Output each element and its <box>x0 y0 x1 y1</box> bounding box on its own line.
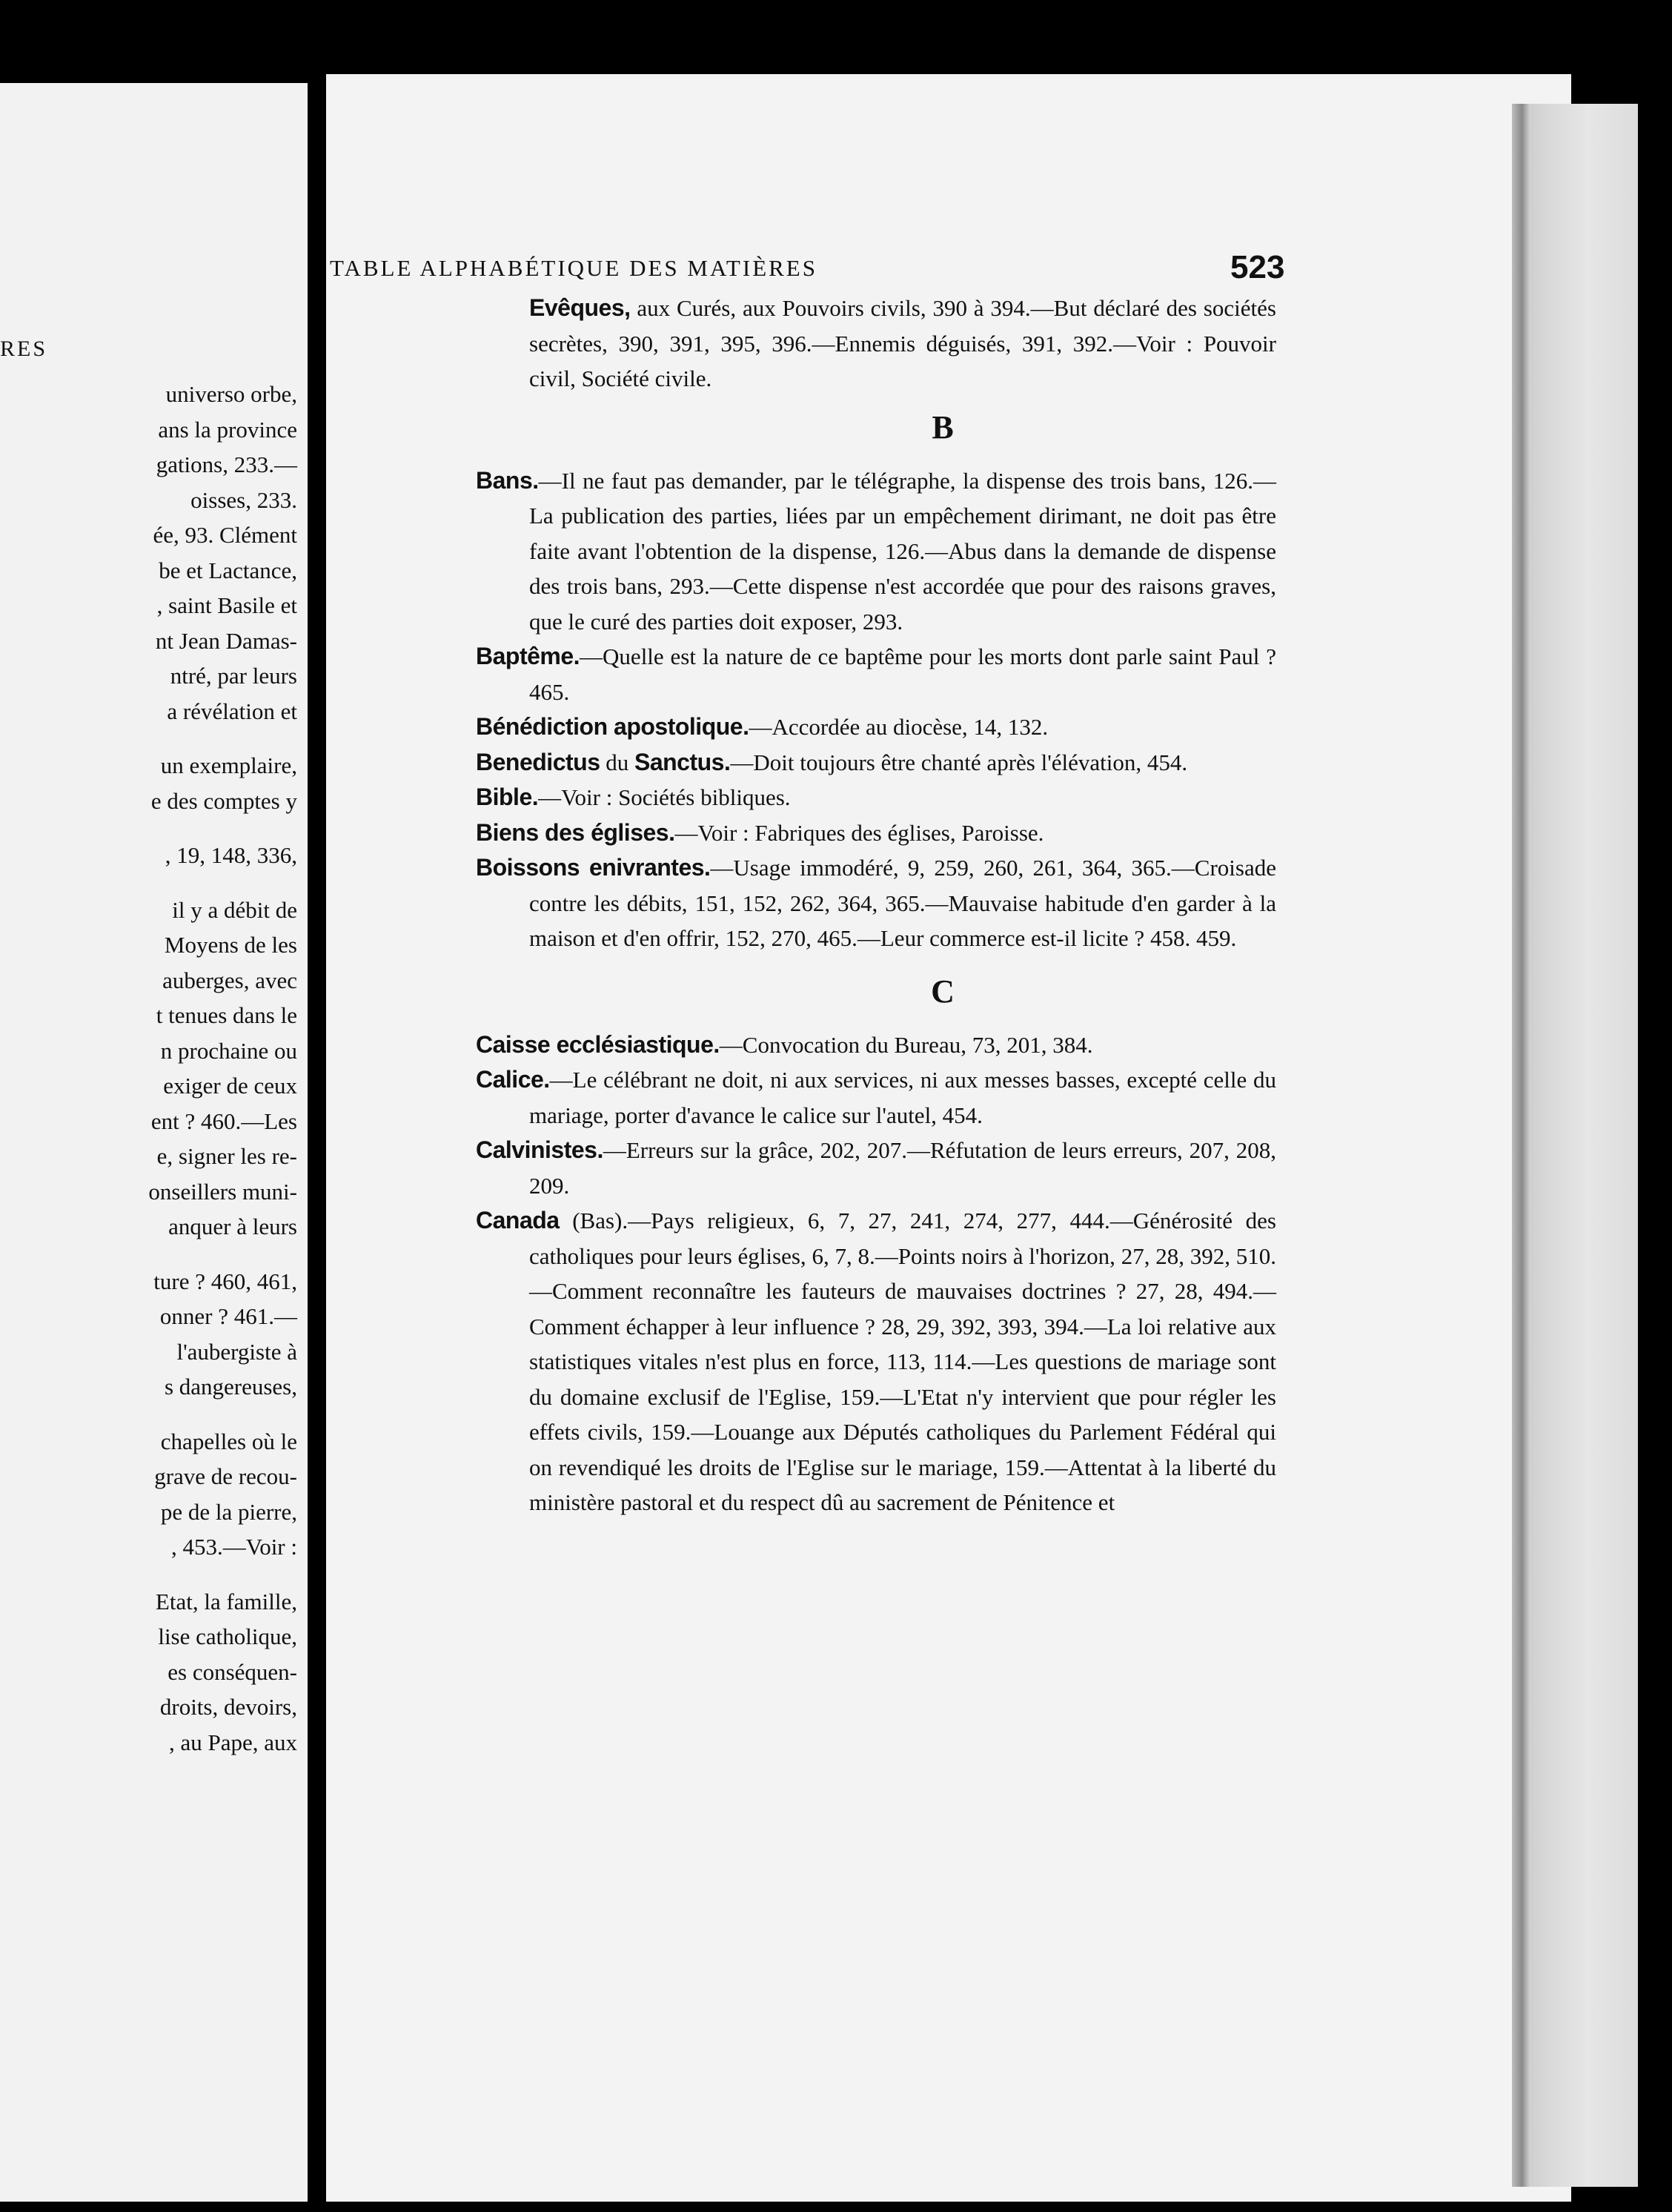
left-page-line: l'aubergiste à <box>176 1338 297 1365</box>
left-page-line: es conséquen- <box>167 1658 297 1685</box>
left-page-line: onseillers muni- <box>148 1178 297 1205</box>
left-page-line: nt Jean Damas- <box>155 627 297 654</box>
left-page-line: ent ? 460.—Les <box>150 1107 297 1134</box>
left-page-line: , 453.—Voir : <box>171 1534 297 1560</box>
left-page-line: , saint Basile et <box>156 592 297 618</box>
left-page-line: , au Pape, aux <box>168 1729 297 1755</box>
left-page-line <box>148 1245 297 1264</box>
page-number: 523 <box>1230 249 1285 285</box>
left-page-line: s dangereuses, <box>164 1374 297 1400</box>
entry-text: —Doit toujours être chanté après l'élévation, 454. <box>730 749 1188 775</box>
left-page-line: auberges, avec <box>162 967 297 993</box>
left-facing-page <box>0 83 308 2202</box>
left-page-line <box>148 1405 297 1424</box>
entry-term: Calice. <box>476 1066 550 1093</box>
entry-text: —Quelle est la nature de ce baptême pour les morts dont parle saint Paul ? 465. <box>529 643 1276 705</box>
entry-text: —Accordée au diocèse, 14, 132. <box>749 714 1049 740</box>
entry-text: —Convocation du Bureau, 73, 201, 384. <box>719 1031 1093 1058</box>
running-title: TABLE ALPHABÉTIQUE DES MATIÈRES <box>330 255 817 281</box>
left-page-line: chapelles où le <box>160 1428 297 1454</box>
left-page-line: gations, 233.— <box>156 451 297 477</box>
continuation-entry <box>476 291 1276 397</box>
left-page-line: onner ? 461.— <box>159 1303 297 1329</box>
entry-term: Bans. <box>476 466 539 494</box>
left-page-line: ée, 93. Clément <box>153 522 297 548</box>
left-page-line: ture ? 460, 461, <box>153 1268 297 1294</box>
entry-term: Sanctus. <box>634 748 731 775</box>
entry-text: —Erreurs sur la grâce, 202, 207.—Réfutation de leurs erreurs, 207, 208, 209. <box>529 1137 1276 1199</box>
left-page-line: pe de la pierre, <box>160 1498 297 1525</box>
entry-term: Boissons enivrantes. <box>476 854 711 881</box>
left-page-line: e, signer les re- <box>156 1143 297 1169</box>
left-page-line: ntré, par leurs <box>170 663 297 689</box>
left-page-text <box>148 377 297 1760</box>
entry-term: Canada <box>476 1207 560 1234</box>
index-entry <box>476 709 1276 745</box>
left-page-line: ans la province <box>158 416 297 443</box>
left-page-line: droits, devoirs, <box>159 1694 297 1720</box>
entry-term: Bible. <box>476 784 539 810</box>
left-page-line: Moyens de les <box>164 932 297 958</box>
left-page-line <box>148 873 297 893</box>
entry-term: Benedictus <box>476 748 600 775</box>
left-page-line: oisses, 233. <box>190 486 297 513</box>
index-entry <box>476 780 1276 815</box>
left-page-line <box>148 818 297 838</box>
left-page-line: lise catholique, <box>158 1623 297 1649</box>
left-page-line: e des comptes y <box>150 787 297 814</box>
entry-term: Calvinistes. <box>476 1136 603 1163</box>
index-entry <box>476 815 1276 851</box>
entry-connector: du <box>600 749 634 775</box>
index-entry <box>476 1062 1276 1133</box>
entry-term: Baptême. <box>476 643 580 669</box>
entry-text: —Usage immodéré, 9, 259, 260, 261, 364, 365.—Croisade contre les débits, 151, 152, 262, 364, 365.—Mauvaise habitude d'en garder à la maison et d'en offrir, 152, 270, 465.—Leur commerce est-il licite ? 458. 459. <box>529 855 1276 951</box>
left-page-line: n prochaine ou <box>160 1037 297 1064</box>
section-letter: B <box>932 408 954 446</box>
left-page-line: grave de recou- <box>154 1463 297 1489</box>
left-page-line <box>148 1565 297 1584</box>
entry-term: Biens des églises. <box>476 818 675 846</box>
index-entry <box>476 463 1276 640</box>
left-page-line: t tenues dans le <box>156 1002 297 1028</box>
left-page-line: , 19, 148, 336, <box>165 842 297 868</box>
index-entry <box>476 1203 1276 1520</box>
section-letter: C <box>931 973 955 1010</box>
left-page-line: be et Lactance, <box>159 557 297 583</box>
left-page-line: un exemplaire, <box>160 752 297 778</box>
index-entry <box>476 639 1276 709</box>
entry-text: —Il ne faut pas demander, par le télégraphe, la dispense des trois bans, 126.—La publication des parties, liées par un empêchement dirimant, ne doit pas être faite avant l'obtention de la dispense, 126.—Abus dans la demande de dispense des trois bans, 293.—Cette dispense n'est accordée que pour des raisons graves, que le curé des parties doit exposer, 293. <box>529 467 1276 635</box>
left-page-line: universo orbe, <box>165 381 297 407</box>
entry-term: Bénédiction apostolique. <box>476 713 749 740</box>
index-entry <box>476 745 1276 781</box>
left-page-line <box>148 729 297 748</box>
entry-text: (Bas).—Pays religieux, 6, 7, 27, 241, 274, 277, 444.—Générosité des catholiques pour leurs églises, 6, 7, 8.—Points noirs à l'horizon, 27, 28, 392, 510.—Comment reconnaître les fauteurs de mauvaises doctrines ? 27, 28, 494.—Comment échapper à leur influence ? 28, 29, 392, 393, 394.—La loi relative aux statistiques vitales n'est plus en force, 113, 114.—Les questions de mariage sont du domaine exclusif de l'Eglise, 159.—L'Etat n'y intervient que pour régler les effets civils, 159.—Louange aux Députés catholiques du Parlement Fédéral qui on revendiqué les droits de l'Eglise sur le mariage, 159.—Attentat à la liberté du ministère pastoral et du respect dû au sacrement de Pénitence et <box>529 1208 1276 1515</box>
left-running-head: RES <box>0 337 48 361</box>
left-page-line: a révélation et <box>167 698 297 724</box>
entry-term: Caisse ecclésiastique. <box>476 1030 720 1058</box>
entry-text: aux Curés, aux Pouvoirs civils, 390 à 394.—But déclaré des sociétés secrètes, 390, 391, 395, 396.—Ennemis déguisés, 391, 392.—Voir : Pouvoir civil, Société civile. <box>529 295 1276 391</box>
entry-text: —Le célébrant ne doit, ni aux services, ni aux messes basses, excepté celle du mariage, porter d'avance le calice sur l'autel, 454. <box>529 1067 1276 1128</box>
page-fore-edge <box>1512 104 1638 2187</box>
left-page-line: il y a débit de <box>172 896 297 923</box>
index-entries <box>476 291 1276 1520</box>
entry-text: —Voir : Sociétés bibliques. <box>538 784 791 810</box>
entry-text: —Voir : Fabriques des églises, Paroisse. <box>674 819 1044 846</box>
left-page-line: anquer à leurs <box>168 1213 297 1239</box>
left-page-line: exiger de ceux <box>163 1073 297 1099</box>
entry-term: Evêques, <box>529 294 631 321</box>
index-entry <box>476 1133 1276 1203</box>
left-page-line: Etat, la famille, <box>155 1588 297 1615</box>
index-entry <box>476 850 1276 956</box>
index-entry <box>476 1027 1276 1063</box>
index-sections <box>476 405 1276 1520</box>
